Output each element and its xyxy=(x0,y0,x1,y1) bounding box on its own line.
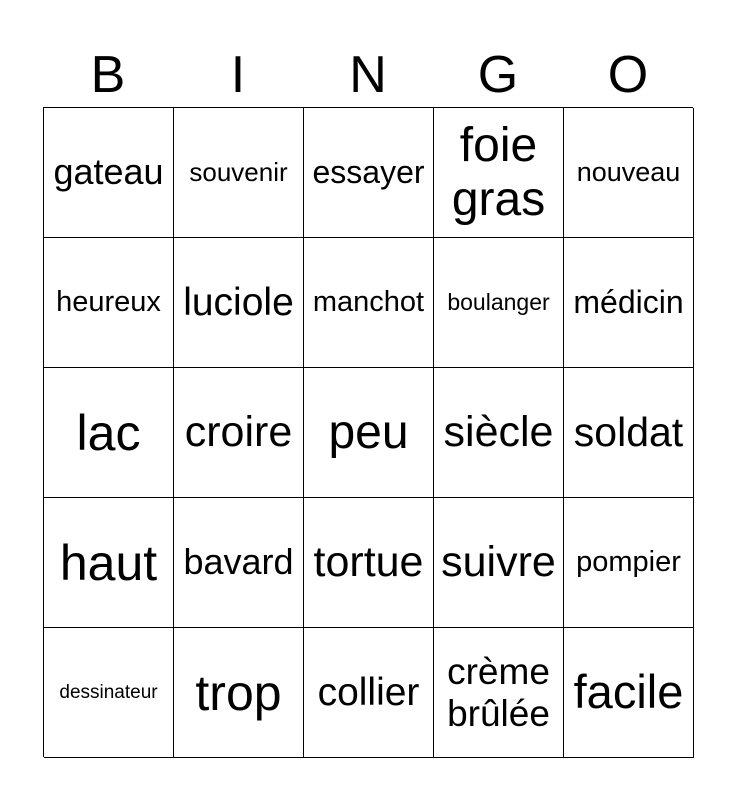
bingo-cell[interactable] xyxy=(434,368,564,498)
header-letter-b: B xyxy=(90,46,126,104)
header-letter-o: O xyxy=(607,46,649,104)
bingo-cell[interactable] xyxy=(304,368,434,498)
bingo-cell[interactable] xyxy=(304,628,434,758)
bingo-cell[interactable] xyxy=(434,498,564,628)
bingo-cell[interactable] xyxy=(44,628,174,758)
bingo-cell-text: souvenir xyxy=(189,156,288,187)
bingo-cell[interactable] xyxy=(44,368,174,498)
bingo-cell-text: croire xyxy=(184,408,293,457)
bingo-cell[interactable] xyxy=(174,238,304,368)
bingo-cell-text: haut xyxy=(59,534,158,591)
bingo-cell-text: dessinateur xyxy=(59,681,158,703)
bingo-cell-text: essayer xyxy=(312,153,425,190)
header-letter-n: N xyxy=(349,46,387,104)
bingo-cell[interactable] xyxy=(564,368,694,498)
bingo-cell[interactable] xyxy=(44,108,174,238)
bingo-cell-text: pompier xyxy=(576,546,681,579)
bingo-cell[interactable] xyxy=(174,498,304,628)
bingo-header xyxy=(43,42,693,108)
bingo-cell[interactable] xyxy=(304,108,434,238)
bingo-cell[interactable] xyxy=(564,498,694,628)
bingo-cell-text: crème brûlée xyxy=(447,651,550,734)
bingo-cell-text: boulanger xyxy=(447,288,550,315)
bingo-cell-text: siècle xyxy=(443,408,554,457)
bingo-cell-text: tortue xyxy=(313,538,424,587)
bingo-cell[interactable] xyxy=(44,238,174,368)
bingo-cell-text: collier xyxy=(317,670,420,714)
bingo-cell-text: bavard xyxy=(183,541,294,583)
bingo-cell[interactable] xyxy=(44,498,174,628)
header-letter-g: G xyxy=(477,46,519,104)
bingo-cell-text: suivre xyxy=(441,538,556,587)
bingo-cell[interactable] xyxy=(564,108,694,238)
bingo-cell[interactable] xyxy=(564,238,694,368)
bingo-cell[interactable] xyxy=(304,238,434,368)
bingo-card-grid xyxy=(43,107,693,757)
bingo-cell[interactable] xyxy=(564,628,694,758)
header-letter-i: I xyxy=(230,46,246,104)
bingo-cell-text: luciole xyxy=(183,280,294,324)
bingo-cell-text: manchot xyxy=(312,286,425,319)
bingo-cell[interactable] xyxy=(434,108,564,238)
bingo-cell-text: gateau xyxy=(53,151,164,193)
bingo-cell[interactable] xyxy=(174,628,304,758)
bingo-cell-text: lac xyxy=(76,404,141,461)
bingo-cell-text: trop xyxy=(195,664,282,721)
bingo-cell[interactable] xyxy=(304,498,434,628)
bingo-cell-text: foie gras xyxy=(451,118,546,226)
bingo-cell[interactable] xyxy=(434,628,564,758)
bingo-cell-text: nouveau xyxy=(576,157,681,188)
bingo-cell[interactable] xyxy=(174,368,304,498)
bingo-cell-text: facile xyxy=(573,665,684,719)
bingo-cell-text: peu xyxy=(328,405,409,459)
bingo-cell-text: soldat xyxy=(573,408,684,455)
bingo-cell-text: heureux xyxy=(56,286,161,319)
bingo-cell[interactable] xyxy=(434,238,564,368)
bingo-cell-text: médicin xyxy=(573,283,684,320)
bingo-cell[interactable] xyxy=(174,108,304,238)
